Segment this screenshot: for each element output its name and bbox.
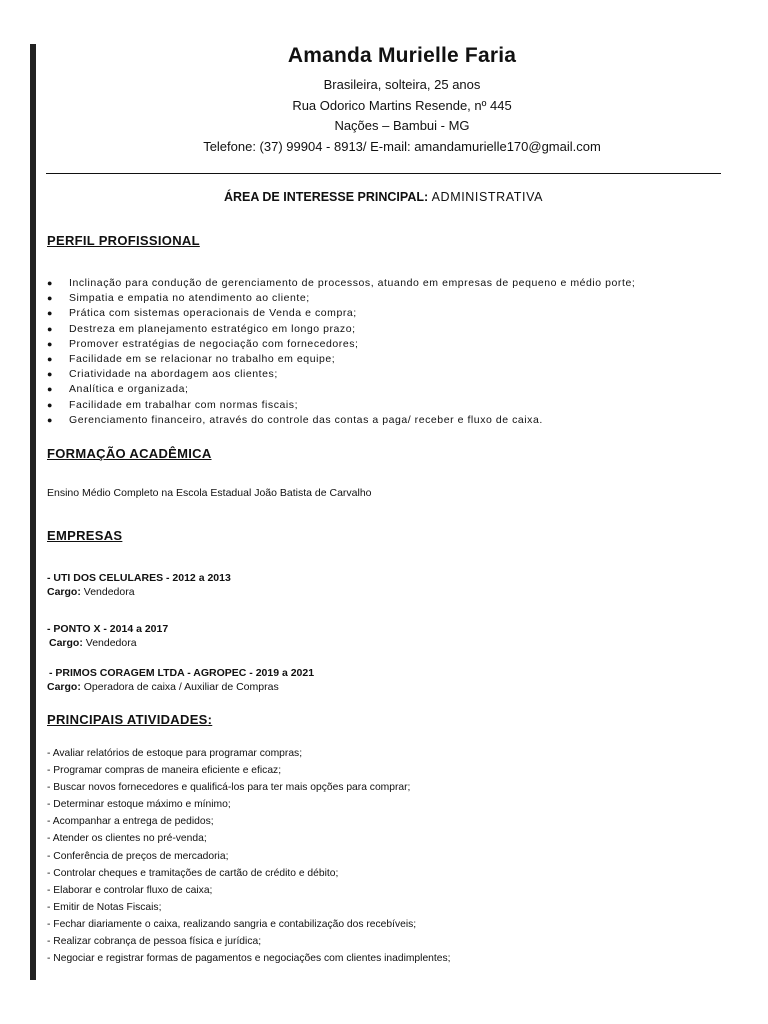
list-item: ● Gerenciamento financeiro, através do controle das contas a paga/ receber e fluxo de caixa. xyxy=(47,413,635,428)
list-item: ● Destreza em planejamento estratégico em longo prazo; xyxy=(47,322,635,337)
header-divider xyxy=(46,173,721,174)
job-company: - PONTO X - 2014 a 2017 xyxy=(47,623,169,635)
bullet-icon: ● xyxy=(47,323,53,334)
section-title-perfil: PERFIL PROFISSIONAL xyxy=(47,233,200,248)
list-item: ● Facilidade em se relacionar no trabalho em equipe; xyxy=(47,352,635,367)
list-item: - Programar compras de maneira eficiente e eficaz; xyxy=(47,765,282,777)
perfil-list xyxy=(47,276,635,428)
interest-area xyxy=(46,190,721,204)
job-entry xyxy=(47,622,168,650)
list-item: ● Inclinação para condução de gerenciamento de processos, atuando em empresas de pequeno e médio porte; xyxy=(47,276,635,291)
list-item: - Negociar e registrar formas de pagamentos e negociações com clientes inadimplentes; xyxy=(47,953,451,965)
list-item: - Emitir de Notas Fiscais; xyxy=(47,901,162,913)
list-item: - Elaborar e controlar fluxo de caixa; xyxy=(47,884,213,896)
job-role: Operadora de caixa / Auxiliar de Compras xyxy=(83,681,279,693)
list-item: ● Facilidade em trabalhar com normas fiscais; xyxy=(47,398,635,413)
job-entry xyxy=(47,666,314,694)
activities-list xyxy=(47,745,451,967)
candidate-name: Amanda Murielle Faria xyxy=(287,44,517,67)
bullet-icon: ● xyxy=(47,399,53,410)
personal-info: Brasileira, solteira, 25 anos xyxy=(323,77,481,92)
job-role: Vendedora xyxy=(85,637,137,649)
bullet-icon: ● xyxy=(47,293,53,304)
job-role: Vendedora xyxy=(83,586,135,598)
address-street: Rua Odorico Martins Resende, nº 445 xyxy=(292,97,512,113)
list-item: - Determinar estoque máximo e mínimo; xyxy=(47,799,231,811)
list-item: - Atender os clientes no pré-venda; xyxy=(47,833,207,845)
list-item: - Conferência de preços de mercadoria; xyxy=(47,850,229,862)
cargo-label: Cargo: xyxy=(47,681,81,693)
list-item: ● Promover estratégias de negociação com fornecedores; xyxy=(47,337,635,352)
list-item: - Avaliar relatórios de estoque para programar compras; xyxy=(47,748,303,759)
bullet-icon: ● xyxy=(47,414,53,425)
education-text: Ensino Médio Completo na Escola Estadual João Batista de Carvalho xyxy=(47,487,372,499)
bullet-icon: ● xyxy=(47,369,53,380)
list-item: - Buscar novos fornecedores e qualificá-los para ter mais opções para comprar; xyxy=(47,782,411,794)
list-item: ● Prática com sistemas operacionais de Venda e compra; xyxy=(47,306,635,321)
interest-value: ADMINISTRATIVA xyxy=(431,190,544,204)
job-company: - UTI DOS CELULARES - 2012 a 2013 xyxy=(47,572,231,584)
page-left-border xyxy=(30,44,36,980)
section-title-formacao: FORMAÇÃO ACADÊMICA xyxy=(47,446,212,461)
bullet-icon: ● xyxy=(47,308,53,319)
list-item: ● Simpatia e empatia no atendimento ao cliente; xyxy=(47,291,635,306)
bullet-icon: ● xyxy=(47,278,53,288)
list-item: ● Criatividade na abordagem aos clientes; xyxy=(47,367,635,382)
list-item: - Acompanhar a entrega de pedidos; xyxy=(47,816,214,828)
interest-label: ÁREA DE INTERESSE PRINCIPAL: xyxy=(223,190,429,204)
list-item: - Controlar cheques e tramitações de cartão de crédito e débito; xyxy=(47,867,339,879)
job-entry xyxy=(47,571,231,599)
bullet-icon: ● xyxy=(47,353,53,364)
section-title-atividades: PRINCIPAIS ATIVIDADES: xyxy=(47,712,213,727)
list-item: - Fechar diariamente o caixa, realizando sangria e contabilização dos recebíveis; xyxy=(47,918,417,930)
list-item: - Realizar cobrança de pessoa física e jurídica; xyxy=(47,936,262,948)
bullet-icon: ● xyxy=(47,384,53,395)
job-company: - PRIMOS CORAGEM LTDA - AGROPEC - 2019 a 2021 xyxy=(49,667,315,679)
resume-header xyxy=(36,44,768,157)
cargo-label: Cargo: xyxy=(47,586,81,598)
list-item: ● Analítica e organizada; xyxy=(47,382,635,397)
bullet-icon: ● xyxy=(47,338,53,349)
cargo-label: Cargo: xyxy=(49,637,83,649)
section-title-empresas: EMPRESAS xyxy=(47,528,123,543)
address-city: Nações – Bambui - MG xyxy=(334,118,470,133)
contact-info: Telefone: (37) 99904 - 8913/ E-mail: amandamurielle170@gmail.com xyxy=(203,138,601,154)
